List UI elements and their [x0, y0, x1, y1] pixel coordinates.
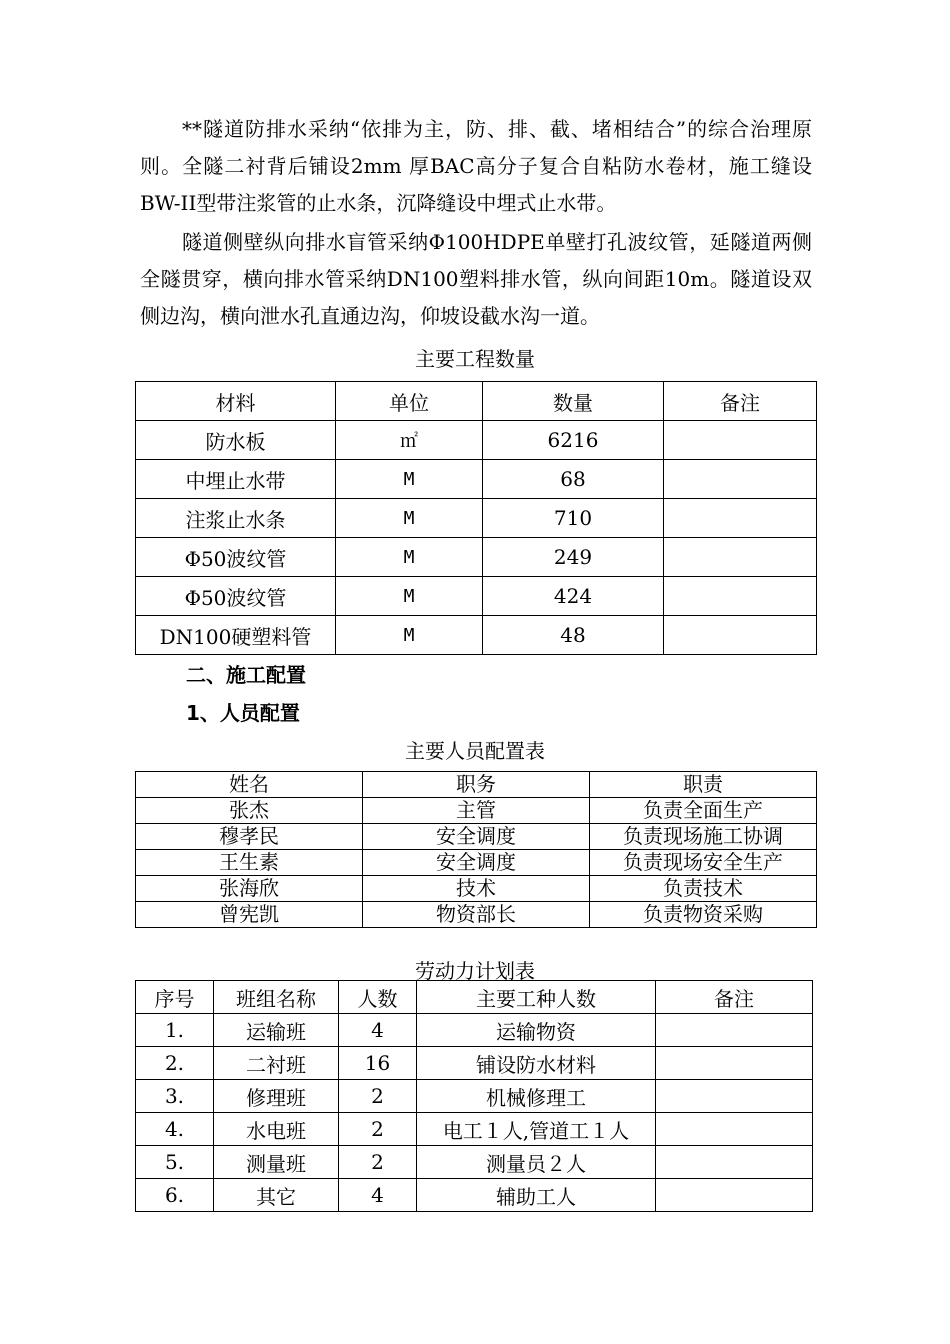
table-cell: 2. — [136, 1047, 214, 1080]
table-cell: 曾宪凯 — [136, 902, 363, 928]
table-cell: DN100硬塑料管 — [136, 616, 336, 655]
table-row — [136, 577, 817, 616]
table-cell: M — [336, 460, 483, 499]
table-cell: 负责现场安全生产 — [590, 850, 817, 876]
table-cell: 2 — [339, 1146, 417, 1179]
table-cell: 穆孝民 — [136, 824, 363, 850]
table-cell: 48 — [483, 616, 664, 655]
table-cell: 物资部长 — [363, 902, 590, 928]
table-row — [136, 616, 817, 655]
section-heading: 二、施工配置 — [186, 663, 306, 687]
table-cell: 机械修理工 — [417, 1080, 656, 1113]
table-row — [136, 499, 817, 538]
table-row — [136, 1179, 813, 1212]
table-cell: 测量员２人 — [417, 1146, 656, 1179]
table-cell: 4. — [136, 1113, 214, 1146]
table-row — [136, 1113, 813, 1146]
quantity-table-caption: 主要工程数量 — [415, 347, 535, 371]
table-cell: 电工１人,管道工１人 — [417, 1113, 656, 1146]
table-cell — [656, 1146, 813, 1179]
table-cell: 4 — [339, 1179, 417, 1212]
header-cell: 备注 — [656, 981, 813, 1014]
table-cell: 5. — [136, 1146, 214, 1179]
table-cell: 安全调度 — [363, 850, 590, 876]
table-cell: Φ50波纹管 — [136, 577, 336, 616]
staff-table — [135, 771, 817, 928]
staff-table-caption: 主要人员配置表 — [405, 739, 545, 763]
table-cell: ㎡ — [336, 421, 483, 460]
table-row — [136, 538, 817, 577]
header-cell: 职责 — [590, 772, 817, 798]
table-cell: 注浆止水条 — [136, 499, 336, 538]
table-cell: 16 — [339, 1047, 417, 1080]
table-cell: 中埋止水带 — [136, 460, 336, 499]
table-row — [136, 824, 817, 850]
table-cell: M — [336, 499, 483, 538]
table-cell: 3. — [136, 1080, 214, 1113]
paragraph-waterproofing: **隧道防排水采纳“依排为主，防、排、截、堵相结合”的综合治理原则。全隧二衬背后铺设2mm 厚BAC高分子复合自粘防水卷材，施工缝设BW-II型带注浆管的止水条，沉降缝设中埋式止水带。 — [140, 117, 812, 215]
table-cell: 6216 — [483, 421, 664, 460]
table-cell — [664, 460, 817, 499]
table-cell: M — [336, 577, 483, 616]
header-cell: 单位 — [336, 382, 483, 421]
table-cell — [664, 538, 817, 577]
table-cell: 2 — [339, 1113, 417, 1146]
table-cell: 铺设防水材料 — [417, 1047, 656, 1080]
header-cell: 数量 — [483, 382, 664, 421]
table-row — [136, 421, 817, 460]
table-row — [136, 460, 817, 499]
table-cell: M — [336, 616, 483, 655]
table-cell: 其它 — [214, 1179, 339, 1212]
header-cell: 职务 — [363, 772, 590, 798]
table-row — [136, 1080, 813, 1113]
table-cell: 负责技术 — [590, 876, 817, 902]
table-row — [136, 850, 817, 876]
quantity-table — [135, 381, 817, 655]
table-cell: 68 — [483, 460, 664, 499]
table-cell: 运输物资 — [417, 1014, 656, 1047]
table-row — [136, 876, 817, 902]
table-cell: 710 — [483, 499, 664, 538]
table-cell: 负责全面生产 — [590, 798, 817, 824]
table-cell: 1. — [136, 1014, 214, 1047]
table-cell — [664, 577, 817, 616]
table-cell — [656, 1113, 813, 1146]
table-cell: M — [336, 538, 483, 577]
table-row — [136, 1047, 813, 1080]
table-header-row — [136, 772, 817, 798]
table-cell — [664, 421, 817, 460]
table-cell: 运输班 — [214, 1014, 339, 1047]
table-cell — [656, 1014, 813, 1047]
subsection-heading: 1、人员配置 — [186, 701, 300, 725]
table-cell: 安全调度 — [363, 824, 590, 850]
table-cell: 辅助工人 — [417, 1179, 656, 1212]
header-cell: 姓名 — [136, 772, 363, 798]
table-cell — [664, 616, 817, 655]
table-cell — [656, 1179, 813, 1212]
table-cell: 424 — [483, 577, 664, 616]
labor-table-caption: 劳动力计划表 — [415, 959, 535, 983]
header-cell: 主要工种人数 — [417, 981, 656, 1014]
table-row — [136, 1014, 813, 1047]
header-cell: 班组名称 — [214, 981, 339, 1014]
table-cell: 张海欣 — [136, 876, 363, 902]
header-cell: 材料 — [136, 382, 336, 421]
table-cell: 防水板 — [136, 421, 336, 460]
table-cell — [656, 1047, 813, 1080]
table-cell: 负责物资采购 — [590, 902, 817, 928]
table-row — [136, 798, 817, 824]
table-cell: Φ50波纹管 — [136, 538, 336, 577]
table-cell: 6. — [136, 1179, 214, 1212]
table-cell: 249 — [483, 538, 664, 577]
table-cell: 技术 — [363, 876, 590, 902]
table-row — [136, 902, 817, 928]
table-cell — [656, 1080, 813, 1113]
table-cell: 测量班 — [214, 1146, 339, 1179]
table-cell: 负责现场施工协调 — [590, 824, 817, 850]
table-cell: 水电班 — [214, 1113, 339, 1146]
table-row — [136, 1146, 813, 1179]
table-header-row — [136, 382, 817, 421]
labor-table — [135, 980, 813, 1212]
table-cell — [664, 499, 817, 538]
header-cell: 人数 — [339, 981, 417, 1014]
header-cell: 序号 — [136, 981, 214, 1014]
table-cell: 4 — [339, 1014, 417, 1047]
table-cell: 张杰 — [136, 798, 363, 824]
table-cell: 主管 — [363, 798, 590, 824]
table-cell: 王生素 — [136, 850, 363, 876]
paragraph-drainage: 隧道侧壁纵向排水盲管采纳Φ100HDPE单壁打孔波纹管，延隧道两侧全隧贯穿，横向排水管采纳DN100塑料排水管，纵向间距10m。隧道设双侧边沟，横向泄水孔直通边沟，仰坡设截水沟一道。 — [140, 230, 812, 328]
table-cell: 二衬班 — [214, 1047, 339, 1080]
table-cell: 修理班 — [214, 1080, 339, 1113]
table-cell: 2 — [339, 1080, 417, 1113]
table-header-row — [136, 981, 813, 1014]
header-cell: 备注 — [664, 382, 817, 421]
